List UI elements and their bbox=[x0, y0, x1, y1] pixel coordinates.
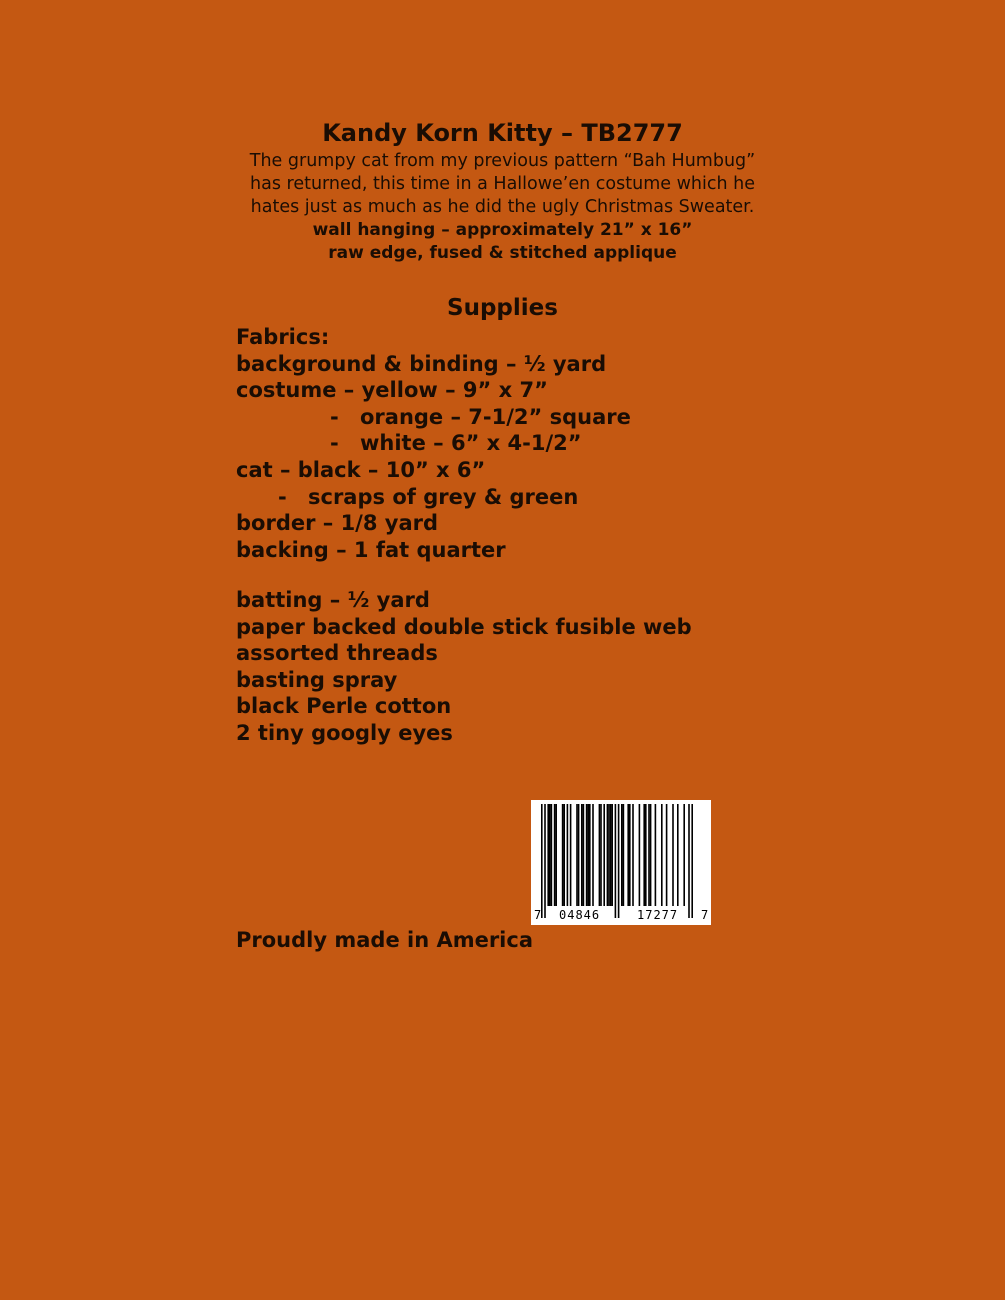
barcode-bar bbox=[578, 804, 580, 906]
barcode-bar bbox=[632, 804, 634, 906]
footer-text: Proudly made in America bbox=[236, 928, 534, 952]
barcode-bar bbox=[623, 804, 625, 906]
barcode-digit-last: 7 bbox=[701, 908, 709, 922]
list-item-text: orange – 7-1/2” square bbox=[360, 404, 631, 429]
barcode-bar bbox=[688, 804, 690, 918]
barcode-bar bbox=[611, 804, 613, 906]
dash: - bbox=[278, 484, 287, 509]
description-line: The grumpy cat from my previous pattern “Bah Humbug” bbox=[249, 151, 756, 171]
barcode-bar bbox=[600, 804, 602, 906]
barcode-bar bbox=[589, 804, 591, 906]
list-item-sub bbox=[236, 484, 631, 511]
barcode-bar bbox=[677, 804, 679, 906]
barcode-bar bbox=[547, 804, 549, 906]
barcode-bar bbox=[615, 804, 617, 918]
barcode-bar bbox=[639, 804, 641, 906]
page-title: Kandy Korn Kitty – TB2777 bbox=[322, 119, 683, 147]
list-item-sub bbox=[236, 430, 631, 457]
barcode-bar bbox=[645, 804, 647, 906]
barcode-bar bbox=[581, 804, 583, 906]
barcode-bar bbox=[549, 804, 551, 906]
list-item-text: scraps of grey & green bbox=[308, 484, 579, 509]
barcode-digit-first: 7 bbox=[534, 908, 542, 922]
header bbox=[0, 118, 1005, 265]
fabrics-label: Fabrics: bbox=[236, 325, 330, 349]
other-supplies-list bbox=[236, 587, 692, 747]
barcode-bar bbox=[650, 804, 652, 906]
barcode-bar bbox=[570, 804, 572, 906]
barcode-bar bbox=[607, 804, 609, 906]
description-line: hates just as much as he did the ugly Christmas Sweater. bbox=[250, 197, 755, 217]
description-line: has returned, this time in a Hallowe’en costume which he bbox=[250, 174, 755, 194]
barcode-bar bbox=[567, 804, 569, 906]
barcode-bar bbox=[592, 804, 594, 906]
size-spec: wall hanging – approximately 21” x 16” bbox=[312, 220, 693, 240]
fabrics-list bbox=[236, 324, 631, 563]
technique-spec: raw edge, fused & stitched applique bbox=[328, 243, 677, 263]
supplies-heading: Supplies bbox=[447, 295, 558, 321]
barcode-bar bbox=[555, 804, 557, 906]
barcode-bar bbox=[618, 804, 620, 918]
barcode-bars bbox=[531, 800, 711, 925]
list-item: paper backed double stick fusible web bbox=[236, 614, 692, 639]
barcode-bar bbox=[541, 804, 543, 918]
list-item: batting – ½ yard bbox=[236, 588, 430, 612]
barcode-bar bbox=[621, 804, 623, 906]
barcode-bar bbox=[627, 804, 629, 906]
list-item: assorted threads bbox=[236, 641, 438, 666]
list-item: cat – black – 10” x 6” bbox=[236, 457, 486, 482]
barcode-bar bbox=[683, 804, 685, 906]
barcode-bar bbox=[583, 804, 585, 906]
barcode-bar bbox=[551, 804, 553, 906]
barcode-bar bbox=[544, 804, 546, 918]
barcode-bar bbox=[648, 804, 650, 906]
list-item: 2 tiny googly eyes bbox=[236, 720, 453, 745]
barcode-bar bbox=[655, 804, 657, 906]
barcode-bar bbox=[666, 804, 668, 906]
list-item: background & binding – ½ yard bbox=[236, 351, 607, 376]
barcode-bar bbox=[576, 804, 578, 906]
barcode-bar bbox=[691, 804, 693, 918]
list-item: border – 1/8 yard bbox=[236, 511, 439, 536]
barcode-bar bbox=[563, 804, 565, 906]
barcode-bar bbox=[586, 804, 588, 906]
barcode-group-left: 04846 bbox=[559, 908, 601, 922]
barcode-bar bbox=[587, 804, 589, 906]
barcode-bar bbox=[554, 804, 556, 906]
list-item: basting spray bbox=[236, 667, 398, 692]
barcode-bar bbox=[643, 804, 645, 906]
barcode-bar bbox=[603, 804, 605, 906]
barcode-bar bbox=[608, 804, 610, 906]
barcode-bar bbox=[672, 804, 674, 906]
barcode bbox=[531, 800, 711, 925]
list-item: backing – 1 fat quarter bbox=[236, 537, 506, 562]
barcode-bar bbox=[661, 804, 663, 906]
barcode-bar bbox=[610, 804, 612, 906]
barcode-bar bbox=[599, 804, 601, 906]
barcode-group-right: 17277 bbox=[637, 908, 679, 922]
barcode-bar bbox=[629, 804, 631, 906]
description bbox=[0, 150, 1005, 219]
list-item-sub bbox=[236, 404, 631, 431]
dash: - bbox=[330, 404, 339, 429]
list-item: costume – yellow – 9” x 7” bbox=[236, 378, 548, 403]
barcode-bar bbox=[562, 804, 564, 906]
list-item: black Perle cotton bbox=[236, 694, 452, 719]
dash: - bbox=[330, 431, 339, 456]
list-item-text: white – 6” x 4-1/2” bbox=[360, 431, 582, 456]
